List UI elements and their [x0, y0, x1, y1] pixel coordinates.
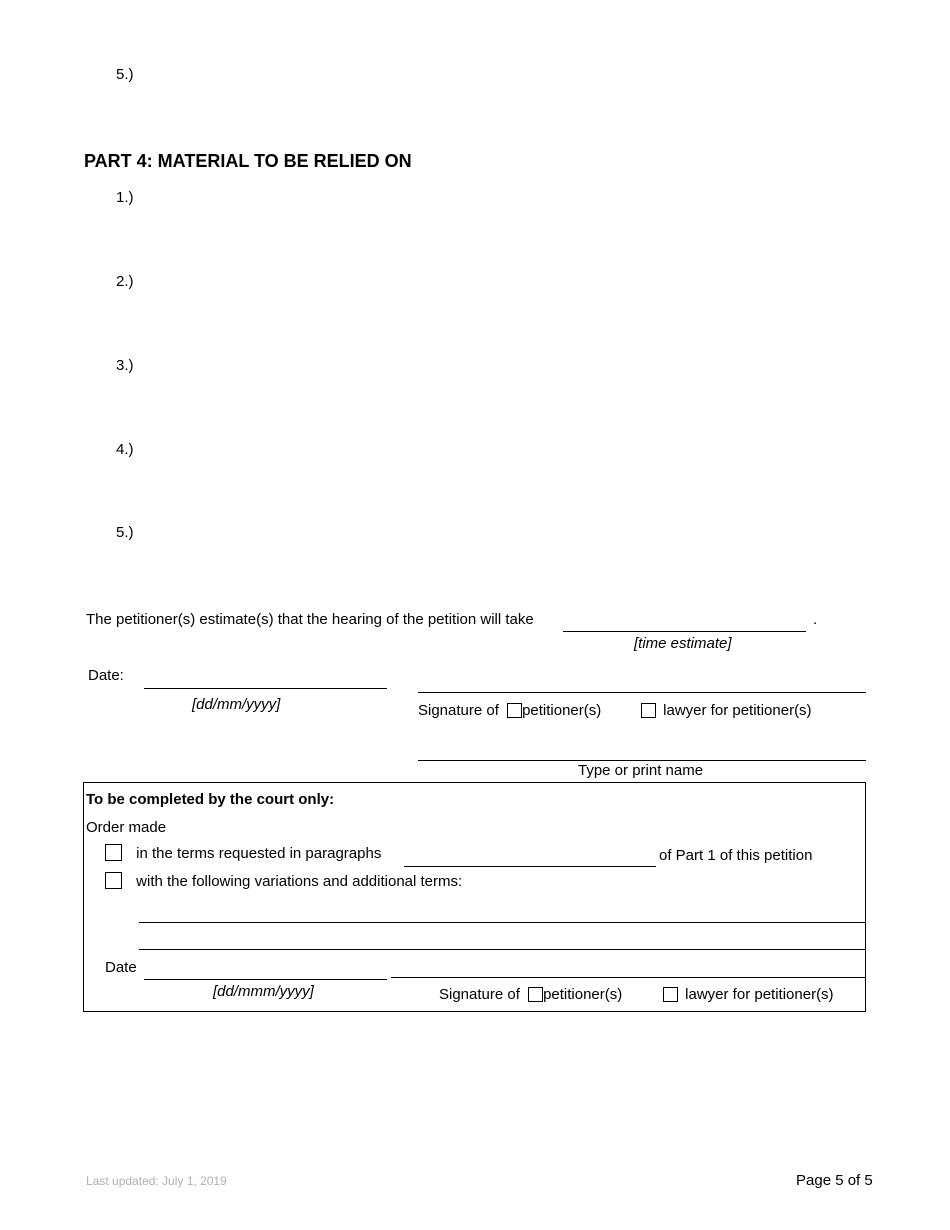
terms-option-suffix: of Part 1 of this petition [659, 847, 813, 864]
part3-item-5: 5.) [116, 66, 134, 83]
hearing-estimate-sentence: The petitioner(s) estimate(s) that the hearing of the petition will take [86, 611, 534, 628]
part4-item-5: 5.) [116, 524, 134, 541]
variations-line-2[interactable] [139, 949, 866, 950]
part4-item-1: 1.) [116, 189, 134, 206]
court-lawyer-checkbox[interactable] [663, 987, 678, 1002]
part4-item-2: 2.) [116, 273, 134, 290]
variations-line-1[interactable] [139, 922, 866, 923]
court-only-title: To be completed by the court only: [86, 791, 335, 808]
court-date-caption: [dd/mmm/yyyy] [213, 983, 314, 1000]
lawyer-checkbox[interactable] [641, 703, 656, 718]
court-signature-of-label: Signature of [439, 986, 520, 1003]
date-field[interactable] [144, 688, 387, 689]
last-updated-footer: Last updated: July 1, 2019 [86, 1174, 227, 1188]
order-made-label: Order made [86, 819, 167, 836]
signature-of-row [418, 702, 601, 719]
part4-item-3: 3.) [116, 357, 134, 374]
date-format-caption: [dd/mm/yyyy] [192, 696, 281, 713]
court-lawyer-option-row [663, 986, 834, 1003]
court-signature-line[interactable] [391, 977, 866, 978]
date-label: Date: [88, 667, 124, 684]
page-number: Page 5 of 5 [796, 1172, 873, 1189]
part4-heading: PART 4: MATERIAL TO BE RELIED ON [84, 151, 412, 171]
time-estimate-caption: [time estimate] [634, 635, 732, 652]
signature-of-label: Signature of [418, 702, 499, 719]
hearing-period: . [813, 611, 818, 628]
variations-option-label: with the following variations and additional terms: [136, 873, 463, 890]
terms-checkbox[interactable] [105, 844, 122, 861]
court-petitioner-option-label: petitioner(s) [543, 986, 623, 1003]
court-date-label: Date [105, 959, 137, 976]
variations-option-row [105, 872, 462, 890]
court-signature-of-row [439, 986, 622, 1003]
print-name-caption: Type or print name [578, 762, 704, 779]
court-date-field[interactable] [144, 979, 387, 980]
paragraphs-field[interactable] [404, 866, 656, 867]
lawyer-option-row [641, 702, 812, 719]
terms-option-row [105, 844, 381, 862]
part4-item-4: 4.) [116, 441, 134, 458]
petitioner-option-label: petitioner(s) [522, 702, 602, 719]
court-lawyer-option-label: lawyer for petitioner(s) [685, 986, 834, 1003]
variations-checkbox[interactable] [105, 872, 122, 889]
signature-line[interactable] [418, 692, 866, 693]
petitioner-checkbox[interactable] [507, 703, 522, 718]
print-name-line[interactable] [418, 760, 866, 761]
time-estimate-field[interactable] [563, 631, 806, 632]
court-petitioner-checkbox[interactable] [528, 987, 543, 1002]
terms-option-label: in the terms requested in paragraphs [136, 845, 382, 862]
lawyer-option-label: lawyer for petitioner(s) [663, 702, 812, 719]
